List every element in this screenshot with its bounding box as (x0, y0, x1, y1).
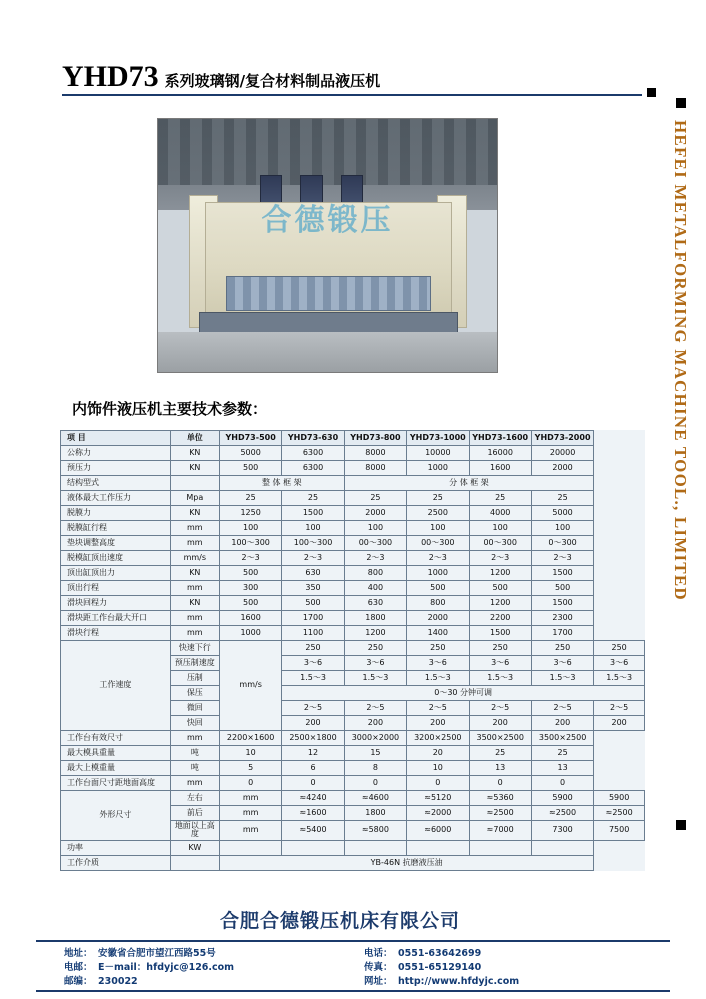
row-value-3: 2～3 (344, 551, 406, 566)
row-label: 脱模缸顶出速度 (61, 551, 171, 566)
row-label: 最大上模重量 (61, 761, 171, 776)
dimension-value-6: 5900 (594, 791, 645, 806)
row-unit: KN (170, 446, 219, 461)
dimension-row-label: 地面以上高度 (170, 821, 219, 841)
spec-row (61, 506, 645, 521)
row-value-6: 0～300 (531, 536, 593, 551)
row-label: 功率 (61, 840, 171, 855)
speed-span-value: 0～30 分钟可调 (282, 686, 645, 701)
row-unit: mm (170, 626, 219, 641)
row-value-5: 1500 (469, 626, 531, 641)
row-value-2: 1700 (282, 611, 344, 626)
footer-address-value: 安徽省合肥市望江西路55号 (98, 948, 216, 959)
row-value-3: 15 (344, 746, 406, 761)
speed-value-1: 250 (282, 641, 344, 656)
footer-fax (364, 961, 654, 975)
dimension-row-label: 左右 (170, 791, 219, 806)
dimension-value-2: 1800 (344, 806, 406, 821)
row-span-value: 整 体 框 架 (219, 476, 344, 491)
row-value-1: 5000 (219, 446, 281, 461)
spec-row (61, 446, 645, 461)
speed-row-label: 预压制速度 (170, 656, 219, 671)
row-label: 结构型式 (61, 476, 171, 491)
speed-value-6: 2～5 (594, 701, 645, 716)
row-label: 最大模具重量 (61, 746, 171, 761)
speed-row-label: 快速下行 (170, 641, 219, 656)
row-value-5: 1200 (469, 566, 531, 581)
header-divider (62, 94, 642, 96)
dimension-value-4: ≈7000 (469, 821, 531, 841)
spec-row (61, 581, 645, 596)
speed-value-1: 200 (282, 716, 344, 731)
speed-row-label: 微回 (170, 701, 219, 716)
title-row (62, 60, 642, 94)
row-value-1: 100～300 (219, 536, 281, 551)
speed-value-4: 3～6 (469, 656, 531, 671)
dimension-value-1: ≈4240 (282, 791, 344, 806)
row-value-1: 1600 (219, 611, 281, 626)
photo-die-platen (226, 276, 431, 311)
speed-value-1: 2～5 (282, 701, 344, 716)
row-value-4: 3200×2500 (407, 731, 469, 746)
row-value-1: 5 (219, 761, 281, 776)
row-label: 工作介质 (61, 855, 171, 870)
dimension-value-6: 7500 (594, 821, 645, 841)
dimension-value-6: ≈2500 (594, 806, 645, 821)
row-value-4: 1000 (407, 461, 469, 476)
row-span-value: YB-46N 抗磨液压油 (219, 855, 593, 870)
row-label: 脱膜力 (61, 506, 171, 521)
row-value-6: 100 (531, 521, 593, 536)
row-label: 工作台面尺寸距地面高度 (61, 776, 171, 791)
row-value-4: 500 (407, 581, 469, 596)
dimension-value-5: ≈2500 (531, 806, 593, 821)
speed-unit: mm/s (219, 641, 281, 731)
dimension-value-2: ≈5800 (344, 821, 406, 841)
row-value-6: 3500×2500 (531, 731, 593, 746)
row-value-3: 1200 (344, 626, 406, 641)
footer-email (64, 961, 364, 975)
row-value-6: 1700 (531, 626, 593, 641)
row-unit: mm (170, 536, 219, 551)
row-value-5 (469, 840, 531, 855)
spec-table (60, 430, 645, 871)
row-label: 脱膜缸行程 (61, 521, 171, 536)
row-value-4: 0 (407, 776, 469, 791)
photo-ceiling-beams (158, 119, 497, 185)
row-value-5: 13 (469, 761, 531, 776)
row-value-2: 100 (282, 521, 344, 536)
row-span-value: 分 体 框 架 (344, 476, 594, 491)
dimension-row-label: 前后 (170, 806, 219, 821)
row-unit: KN (170, 566, 219, 581)
spec-row (61, 566, 645, 581)
row-value-2: 12 (282, 746, 344, 761)
footer-address-key: 地址： (64, 948, 93, 959)
row-unit: mm/s (170, 551, 219, 566)
dimension-group-label: 外形尺寸 (61, 791, 171, 841)
page-footer (36, 940, 670, 992)
footer-fax-key: 传真： (364, 962, 393, 973)
vertical-company-band (656, 120, 690, 820)
row-value-6: 25 (531, 491, 593, 506)
spec-row (61, 491, 645, 506)
speed-value-3: 2～5 (407, 701, 469, 716)
row-value-2: 6300 (282, 446, 344, 461)
row-value-6: 2300 (531, 611, 593, 626)
footer-website-key: 网址： (364, 976, 393, 987)
dimension-value-5: 7300 (531, 821, 593, 841)
row-label: 工作台有效尺寸 (61, 731, 171, 746)
row-value-1: 500 (219, 461, 281, 476)
row-value-6: 2～3 (531, 551, 593, 566)
footer-email-key: 电邮： (64, 962, 93, 973)
row-value-4: 20 (407, 746, 469, 761)
row-value-1: 2200×1600 (219, 731, 281, 746)
col-header-model-2: YHD73-630 (282, 431, 344, 446)
spec-row (61, 521, 645, 536)
speed-value-4: 250 (469, 641, 531, 656)
photo-floor (158, 332, 497, 372)
row-value-6: 20000 (531, 446, 593, 461)
row-value-6: 500 (531, 581, 593, 596)
row-label: 顶出行程 (61, 581, 171, 596)
spec-row (61, 855, 645, 870)
row-value-3 (344, 840, 406, 855)
row-label: 液体最大工作压力 (61, 491, 171, 506)
speed-value-3: 200 (407, 716, 469, 731)
row-value-3: 1800 (344, 611, 406, 626)
row-value-1: 0 (219, 776, 281, 791)
speed-value-4: 200 (469, 716, 531, 731)
row-value-5: 0 (469, 776, 531, 791)
spec-row (61, 551, 645, 566)
spec-row (61, 476, 645, 491)
row-value-1 (219, 840, 281, 855)
header-square-marker (647, 88, 656, 97)
row-value-6: 5000 (531, 506, 593, 521)
row-value-4: 2～3 (407, 551, 469, 566)
row-unit: mm (170, 776, 219, 791)
footer-website (364, 975, 654, 989)
row-value-4: 800 (407, 596, 469, 611)
row-unit (170, 855, 219, 870)
footer-phone (364, 947, 654, 961)
speed-value-2: 2～5 (344, 701, 406, 716)
speed-value-5: 3～6 (531, 656, 593, 671)
dimension-value-4: ≈5360 (469, 791, 531, 806)
speed-value-5: 200 (531, 716, 593, 731)
row-value-3: 8 (344, 761, 406, 776)
spec-row (61, 731, 645, 746)
row-unit: KN (170, 506, 219, 521)
row-value-5: 25 (469, 746, 531, 761)
speed-value-5: 2～5 (531, 701, 593, 716)
spec-row (61, 746, 645, 761)
row-value-3: 8000 (344, 461, 406, 476)
spec-row (61, 626, 645, 641)
product-model: YHD73 (62, 60, 159, 93)
dimension-value-3: ≈2000 (407, 806, 469, 821)
speed-row-label: 保压 (170, 686, 219, 701)
dimension-value-3: ≈6000 (407, 821, 469, 841)
footer-fax-value: 0551-65129140 (398, 962, 482, 973)
company-name-text: 合肥合德锻压机床有限公司 (219, 910, 460, 932)
speed-row (61, 641, 645, 656)
footer-inner (36, 942, 670, 989)
row-value-3: 25 (344, 491, 406, 506)
row-unit: Mpa (170, 491, 219, 506)
row-value-3: 2000 (344, 506, 406, 521)
row-value-1: 500 (219, 596, 281, 611)
row-value-6: 25 (531, 746, 593, 761)
row-value-5: 00～300 (469, 536, 531, 551)
row-value-2: 6 (282, 761, 344, 776)
dimension-unit: mm (219, 821, 281, 841)
photo-watermark: 合德锻压 (261, 202, 394, 238)
row-value-5: 1600 (469, 461, 531, 476)
row-value-3: 100 (344, 521, 406, 536)
vertical-company-name: HEFEI METALFORMING MACHINE TOOL., LIMITED (671, 120, 690, 601)
row-value-4: 2000 (407, 611, 469, 626)
col-header-model-4: YHD73-1000 (407, 431, 469, 446)
spec-row (61, 611, 645, 626)
row-value-4: 25 (407, 491, 469, 506)
speed-row-label: 快回 (170, 716, 219, 731)
row-value-2: 2～3 (282, 551, 344, 566)
col-header-model-5: YHD73-1600 (469, 431, 531, 446)
row-value-6: 1500 (531, 596, 593, 611)
footer-zip-value: 230022 (98, 976, 138, 987)
speed-value-1: 3～6 (282, 656, 344, 671)
speed-row-label: 压制 (170, 671, 219, 686)
row-value-3: 8000 (344, 446, 406, 461)
row-value-3: 00～300 (344, 536, 406, 551)
row-value-3: 3000×2000 (344, 731, 406, 746)
product-subtitle: 系列玻璃钢/复合材料制品液压机 (164, 72, 381, 90)
footer-email-value[interactable]: E－mail：hfdyjc@126.com (98, 962, 235, 973)
row-value-2: 1500 (282, 506, 344, 521)
footer-website-value[interactable]: http://www.hfdyjc.com (398, 976, 520, 987)
col-header-model-3: YHD73-800 (344, 431, 406, 446)
row-label: 垫块调整高度 (61, 536, 171, 551)
dimension-value-1: ≈5400 (282, 821, 344, 841)
row-value-2: 100～300 (282, 536, 344, 551)
row-unit: 吨 (170, 746, 219, 761)
row-unit: KN (170, 596, 219, 611)
row-label: 公称力 (61, 446, 171, 461)
dimension-unit: mm (219, 806, 281, 821)
row-value-3: 800 (344, 566, 406, 581)
row-value-2: 2500×1800 (282, 731, 344, 746)
speed-value-2: 250 (344, 641, 406, 656)
row-value-1: 500 (219, 566, 281, 581)
row-value-6: 0 (531, 776, 593, 791)
col-header-model-6: YHD73-2000 (531, 431, 593, 446)
row-label: 预压力 (61, 461, 171, 476)
footer-row-3 (36, 975, 670, 989)
row-value-5: 3500×2500 (469, 731, 531, 746)
row-value-1: 300 (219, 581, 281, 596)
row-value-1: 25 (219, 491, 281, 506)
row-unit: KW (170, 840, 219, 855)
row-value-6: 13 (531, 761, 593, 776)
row-value-5: 1200 (469, 596, 531, 611)
row-value-1: 10 (219, 746, 281, 761)
product-photo (157, 118, 498, 373)
dimension-value-3: ≈5120 (407, 791, 469, 806)
row-value-3: 0 (344, 776, 406, 791)
footer-row-2 (36, 961, 670, 975)
speed-value-6: 250 (594, 641, 645, 656)
vertical-square-bottom (676, 820, 686, 830)
spec-row (61, 776, 645, 791)
row-value-4: 1400 (407, 626, 469, 641)
dimension-row (61, 791, 645, 806)
speed-value-3: 250 (407, 641, 469, 656)
row-unit: mm (170, 731, 219, 746)
row-value-4: 10000 (407, 446, 469, 461)
speed-value-6: 200 (594, 716, 645, 731)
row-value-2: 6300 (282, 461, 344, 476)
row-value-4: 10 (407, 761, 469, 776)
row-value-5: 2～3 (469, 551, 531, 566)
dimension-value-1: ≈1600 (282, 806, 344, 821)
row-value-4: 1000 (407, 566, 469, 581)
dimension-value-5: 5900 (531, 791, 593, 806)
row-value-2: 350 (282, 581, 344, 596)
row-value-2: 500 (282, 596, 344, 611)
row-unit: mm (170, 521, 219, 536)
speed-value-4: 2～5 (469, 701, 531, 716)
col-header-item: 项 目 (61, 431, 171, 446)
row-unit (170, 476, 219, 491)
footer-row-1 (36, 947, 670, 961)
row-value-1: 100 (219, 521, 281, 536)
spec-row (61, 761, 645, 776)
row-value-5: 100 (469, 521, 531, 536)
row-value-4: 100 (407, 521, 469, 536)
speed-value-2: 200 (344, 716, 406, 731)
row-label: 滑块回程力 (61, 596, 171, 611)
row-value-1: 1000 (219, 626, 281, 641)
footer-zip-key: 邮编： (64, 976, 93, 987)
row-value-6: 2000 (531, 461, 593, 476)
footer-phone-value: 0551-63642699 (398, 948, 482, 959)
row-value-4: 2500 (407, 506, 469, 521)
row-value-5: 500 (469, 581, 531, 596)
spec-table-caption: 内饰件液压机主要技术参数： (72, 400, 268, 418)
speed-value-2: 1.5～3 (344, 671, 406, 686)
dimension-unit: mm (219, 791, 281, 806)
row-label: 顶出缸顶出力 (61, 566, 171, 581)
speed-value-5: 250 (531, 641, 593, 656)
row-value-3: 400 (344, 581, 406, 596)
speed-value-4: 1.5～3 (469, 671, 531, 686)
row-value-6: 1500 (531, 566, 593, 581)
company-name (0, 906, 706, 933)
row-label: 滑块行程 (61, 626, 171, 641)
footer-zip (64, 975, 364, 989)
speed-value-3: 1.5～3 (407, 671, 469, 686)
speed-value-6: 1.5～3 (594, 671, 645, 686)
row-unit: mm (170, 611, 219, 626)
row-value-5: 4000 (469, 506, 531, 521)
spec-table-wrapper (60, 430, 645, 871)
row-unit: mm (170, 581, 219, 596)
spec-row (61, 536, 645, 551)
speed-value-2: 3～6 (344, 656, 406, 671)
row-label: 滑块距工作台最大开口 (61, 611, 171, 626)
spec-row (61, 596, 645, 611)
footer-address (64, 947, 364, 961)
row-value-2: 25 (282, 491, 344, 506)
row-value-1: 1250 (219, 506, 281, 521)
row-value-4: 00～300 (407, 536, 469, 551)
row-value-5: 2200 (469, 611, 531, 626)
row-value-2: 1100 (282, 626, 344, 641)
row-value-5: 16000 (469, 446, 531, 461)
speed-value-3: 3～6 (407, 656, 469, 671)
row-unit: 吨 (170, 761, 219, 776)
spec-row (61, 461, 645, 476)
row-value-2 (282, 840, 344, 855)
row-unit: KN (170, 461, 219, 476)
row-value-3: 630 (344, 596, 406, 611)
row-value-6 (531, 840, 593, 855)
speed-group-label: 工作速度 (61, 641, 171, 731)
col-header-model-1: YHD73-500 (219, 431, 281, 446)
spec-table-header-row (61, 431, 645, 446)
row-value-4 (407, 840, 469, 855)
col-header-unit: 单位 (170, 431, 219, 446)
speed-value-5: 1.5～3 (531, 671, 593, 686)
row-value-2: 0 (282, 776, 344, 791)
spec-row (61, 840, 645, 855)
page-header (62, 60, 642, 108)
speed-value-1: 1.5～3 (282, 671, 344, 686)
dimension-value-2: ≈4600 (344, 791, 406, 806)
footer-phone-key: 电话： (364, 948, 393, 959)
row-value-2: 630 (282, 566, 344, 581)
speed-value-6: 3～6 (594, 656, 645, 671)
dimension-value-4: ≈2500 (469, 806, 531, 821)
row-value-5: 25 (469, 491, 531, 506)
row-value-1: 2～3 (219, 551, 281, 566)
vertical-square-top (676, 98, 686, 108)
